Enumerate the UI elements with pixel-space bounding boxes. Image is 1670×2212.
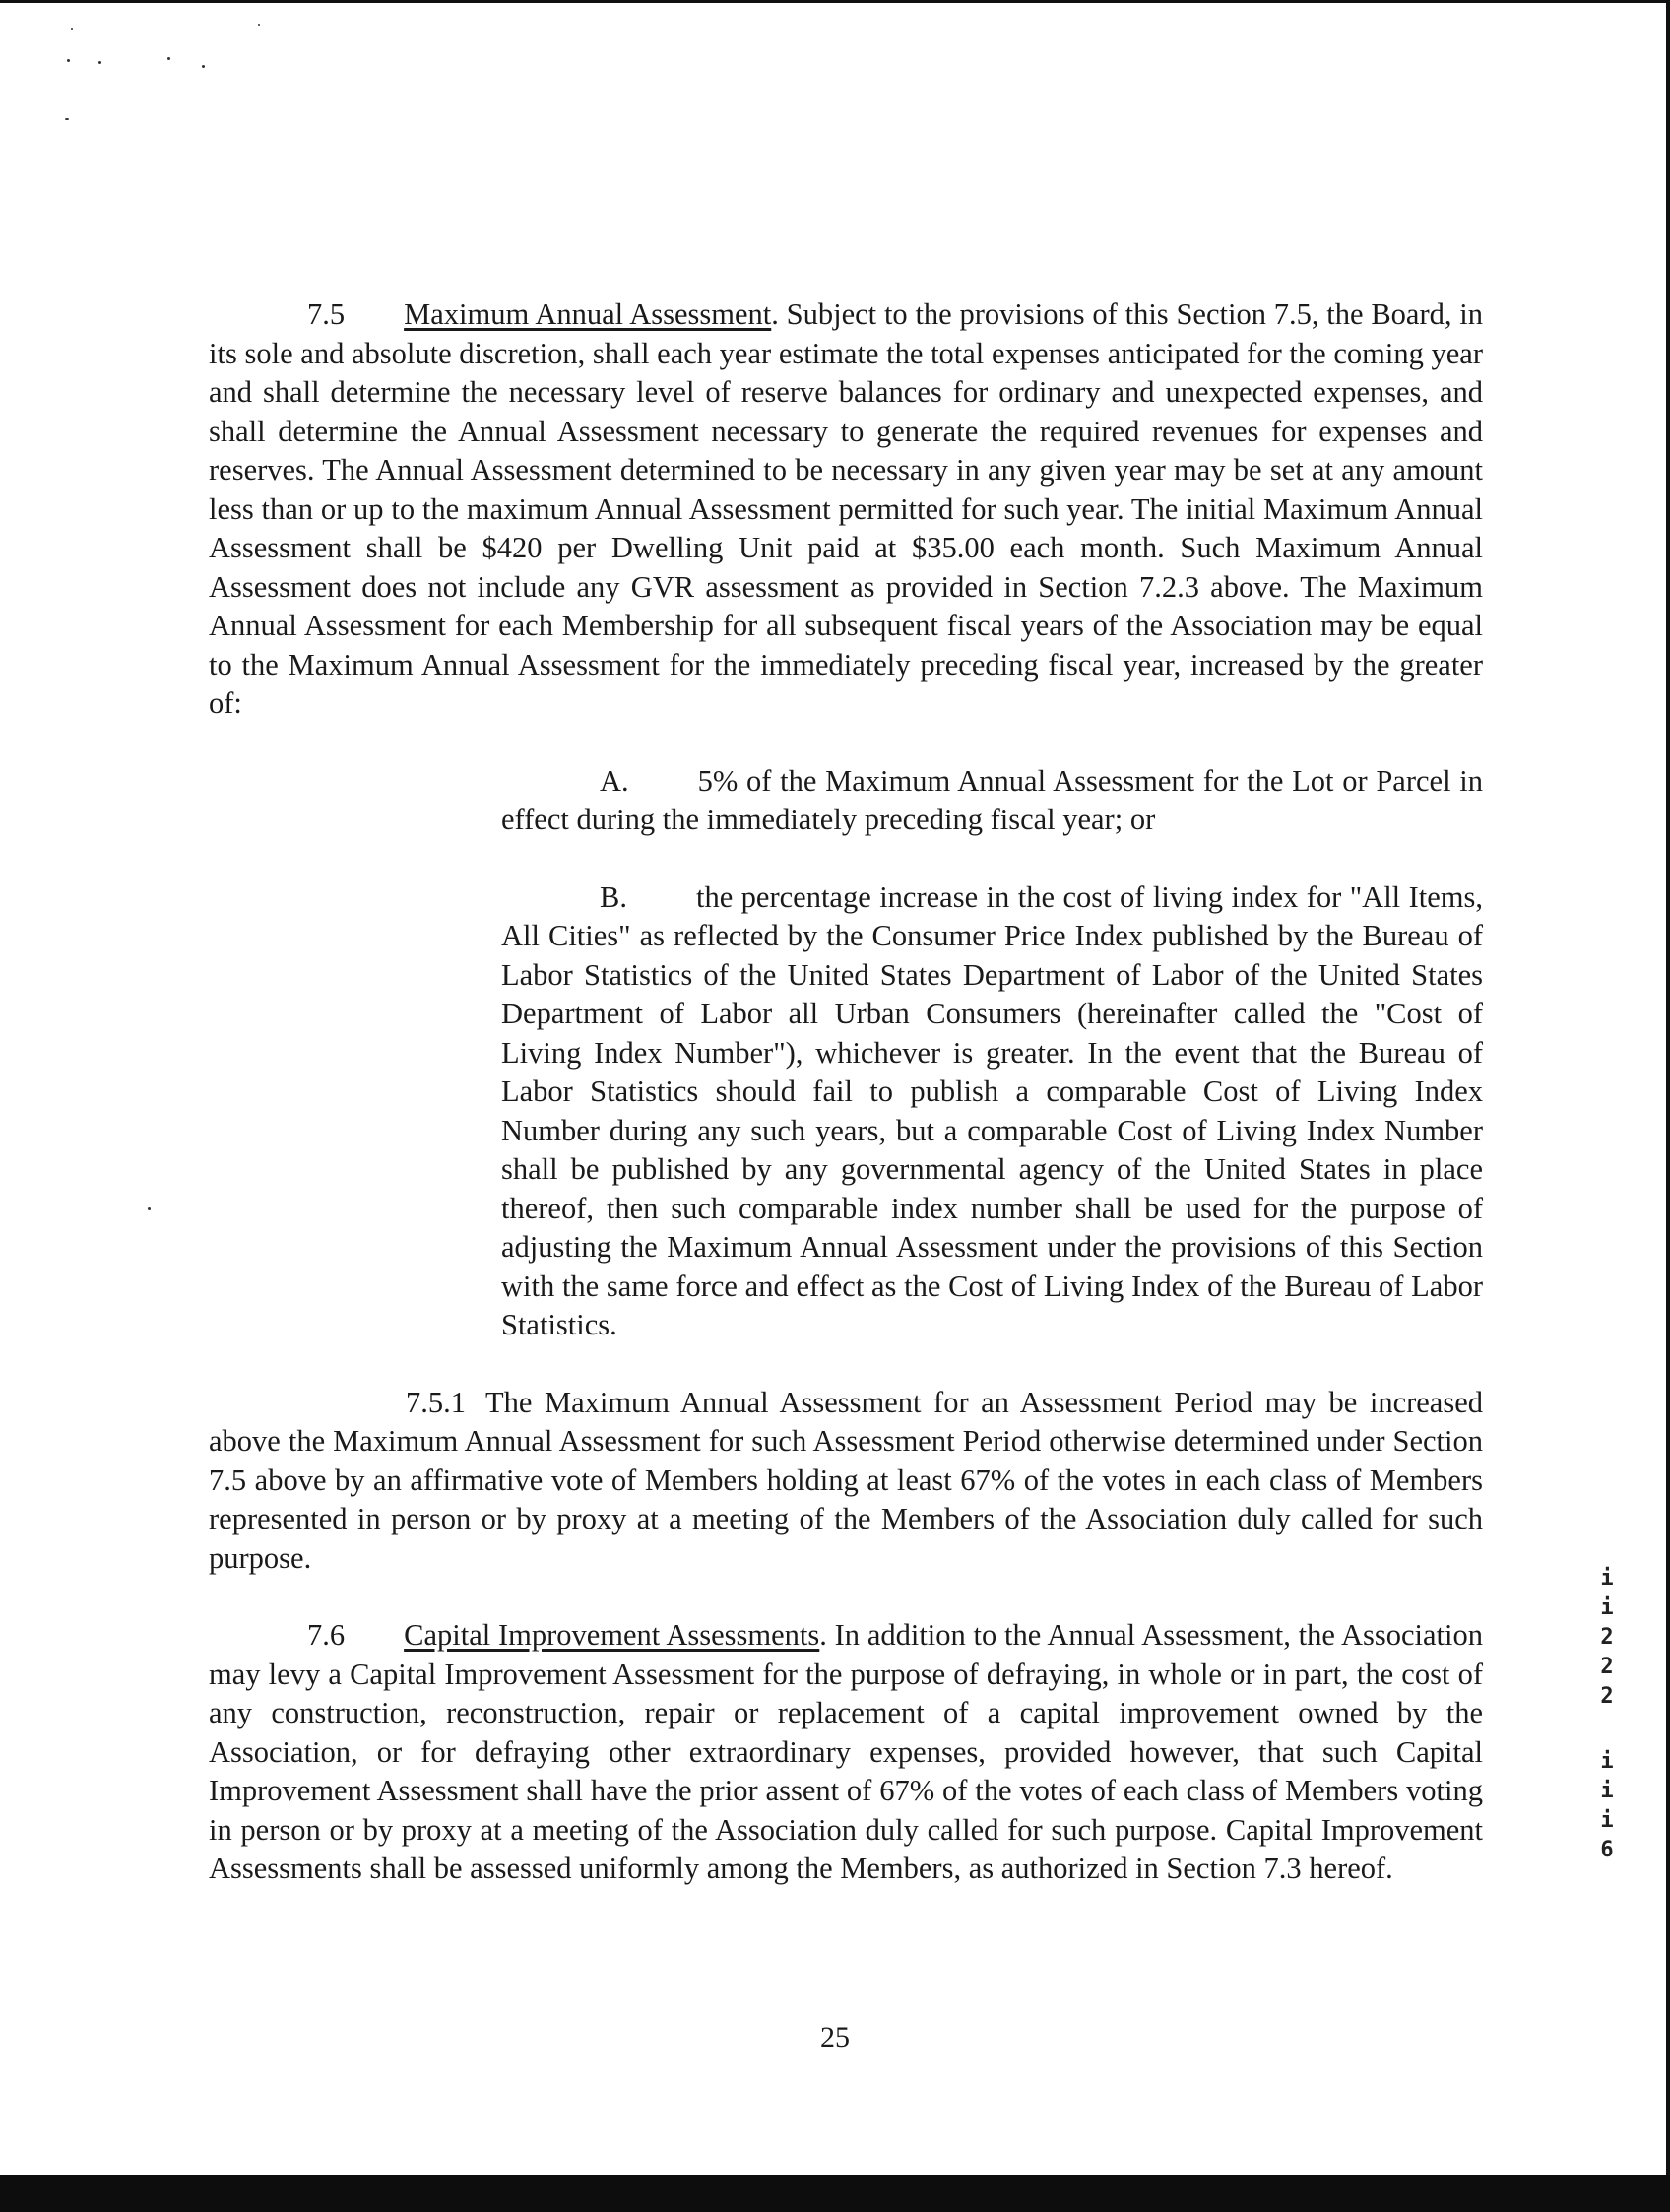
scan-speck: [67, 59, 70, 62]
item-a-paragraph: [501, 762, 1483, 840]
section-7-6-paragraph: [209, 1616, 1483, 1889]
item-b-paragraph: [501, 878, 1483, 1345]
margin-stamp: [1587, 1564, 1627, 1865]
scan-speck: [258, 24, 260, 26]
scan-speck: [65, 118, 69, 120]
scan-speck: [71, 28, 73, 30]
section-7-5-title: Maximum Annual Assessment: [404, 297, 772, 331]
margin-stamp-char: 2: [1600, 1684, 1614, 1709]
margin-stamp-char: i: [1600, 1808, 1614, 1833]
section-7-5-1-number: 7.5.1: [406, 1385, 466, 1419]
section-7-6-title: Capital Improvement Assessments: [404, 1618, 820, 1652]
section-7-5-number: 7.5: [307, 297, 346, 331]
section-7-5-1-body: The Maximum Annual Assessment for an Assessment Period may be increased above the Maximum Annual Assessment for such Assessment Period otherwise determined under Section 7.5 above by an affirmative vote of Members holding at least 67% of the votes in each class of Members represented in person or by proxy at a meeting of the Members of the Association duly called for such purpose.: [209, 1385, 1483, 1575]
scan-speck: [148, 1207, 151, 1210]
margin-stamp-char: i: [1600, 1595, 1614, 1620]
scan-border-top: [0, 0, 1670, 3]
item-b-text: the percentage increase in the cost of living index for "All Items, All Cities" as reflected by the Consumer Price Index published by the Bureau of Labor Statistics of the United States Department of Labor of the United States Department of Labor all Urban Consumers (hereinafter called the "Cost of Living Index Number"), whichever is greater. In the event that the Bureau of Labor Statistics should fail to publish a comparable Cost of Living Index Number during any such years, but a comparable Cost of Living Index Number shall be published by any governmental agency of the United States in place thereof, then such comparable index number shall be used for the purpose of adjusting the Maximum Annual Assessment under the provisions of this Section with the same force and effect as the Cost of Living Index of the Bureau of Labor Statistics.: [501, 879, 1483, 1341]
document-body: [209, 295, 1483, 1889]
item-a-label: A.: [600, 763, 629, 798]
margin-stamp-char: i: [1600, 1779, 1614, 1803]
section-7-5-body: . Subject to the provisions of this Section 7.5, the Board, in its sole and absolute discretion, shall each year estimate the total expenses anticipated for the coming year and shall determine the necessary level of reserve balances for ordinary and unexpected expenses, and shall determine the Annual Assessment necessary to generate the required revenues for expenses and reserves. The Annual Assessment determined to be necessary in any given year may be set at any amount less than or up to the maximum Annual Assessment permitted for such year. The initial Maximum Annual Assessment shall be $420 per Dwelling Unit paid at $35.00 each month. Such Maximum Annual Assessment does not include any GVR assessment as provided in Section 7.2.3 above. The Maximum Annual Assessment for each Membership for all subsequent fiscal years of the Association may be equal to the Maximum Annual Assessment for the immediately preceding fiscal year, increased by the greater of:: [209, 297, 1484, 720]
scan-border-bottom: [0, 2175, 1670, 2212]
margin-stamp-char: i: [1600, 1749, 1614, 1774]
section-7-5-1-paragraph: [209, 1384, 1483, 1579]
margin-stamp-char: 6: [1600, 1838, 1614, 1862]
section-7-5-paragraph: [209, 295, 1483, 724]
scan-border-right: [1666, 0, 1670, 2212]
scan-speck: [167, 57, 170, 60]
page-number: 25: [820, 2021, 850, 2053]
scan-speck: [202, 65, 205, 68]
scan-speck: [98, 61, 101, 64]
margin-stamp-char: 2: [1600, 1655, 1614, 1679]
item-a-text: 5% of the Maximum Annual Assessment for the Lot or Parcel in effect during the immediately preceding fiscal year; or: [501, 763, 1483, 836]
section-7-6-number: 7.6: [307, 1618, 346, 1652]
margin-stamp-char: i: [1600, 1566, 1614, 1591]
item-b-label: B.: [600, 879, 627, 914]
section-7-6-body: . In addition to the Annual Assessment, the Association may levy a Capital Improvement Assessment for the purpose of defraying, in whole or in part, the cost of any construction, reconstruction, repair or replacement of a capital improvement owned by the Association, or for defraying other extraordinary expenses, provided however, that such Capital Improvement Assessment shall have the prior assent of 67% of the votes of each class of Members voting in person or by proxy at a meeting of the Association duly called for such purpose. Capital Improvement Assessments shall be assessed uniformly among the Members, as authorized in Section 7.3 hereof.: [209, 1618, 1483, 1885]
margin-stamp-char: 2: [1600, 1625, 1614, 1650]
